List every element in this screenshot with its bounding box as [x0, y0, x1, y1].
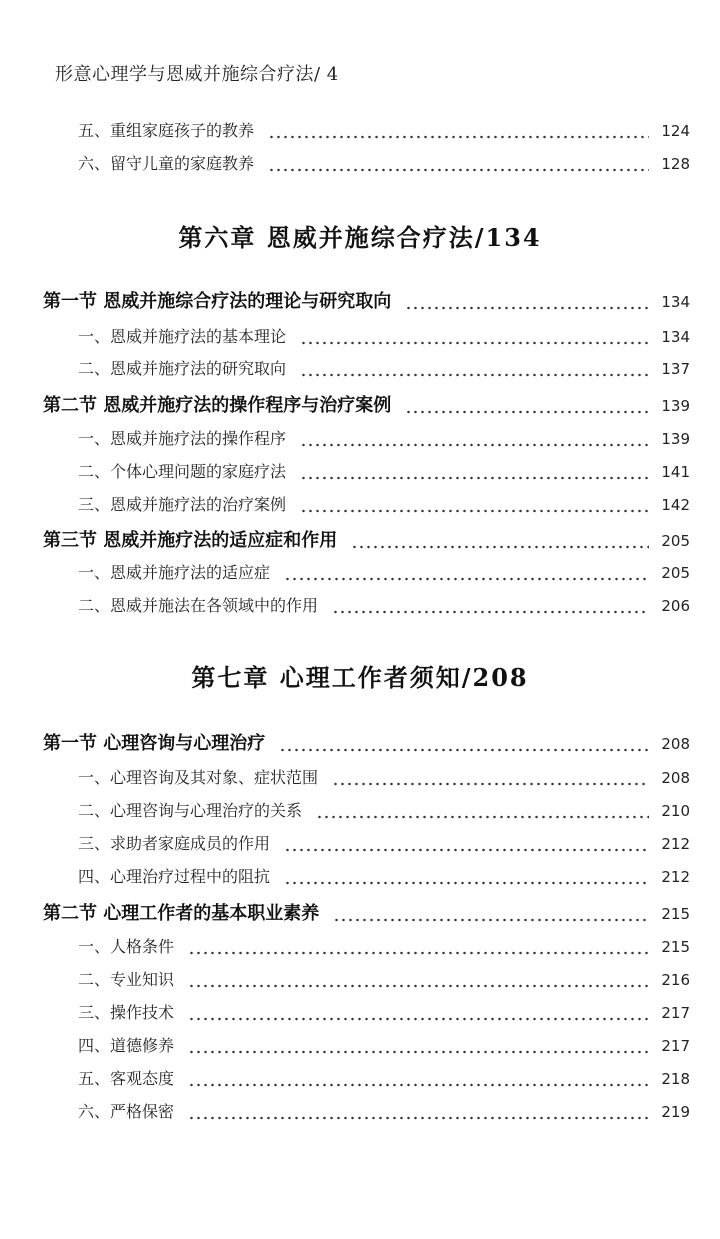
toc-subsection-row[interactable] — [0, 321, 720, 353]
dot-leader — [300, 341, 649, 345]
toc-entry-label: 第一节 心理咨询与心理治疗 — [43, 733, 266, 754]
dot-leader — [188, 1017, 649, 1021]
dot-leader — [188, 1116, 649, 1120]
dot-leader — [405, 306, 649, 310]
dot-leader — [300, 373, 649, 377]
toc-page-number: 219 — [661, 1103, 690, 1121]
toc-page-number: 124 — [661, 122, 690, 140]
dot-leader — [405, 410, 649, 414]
toc-page-number: 142 — [661, 496, 690, 514]
toc-page-number: 205 — [661, 532, 690, 550]
toc-page-number: 208 — [661, 769, 690, 787]
toc-subsection-row[interactable] — [0, 1030, 720, 1062]
toc-entry-label: 二、恩威并施疗法的研究取向 — [78, 359, 287, 378]
dot-leader — [188, 984, 649, 988]
toc-page-number: 134 — [661, 293, 690, 311]
toc-entry-label: 六、严格保密 — [78, 1102, 175, 1121]
toc-entry-label: 第三节 恩威并施疗法的适应症和作用 — [43, 530, 338, 551]
toc-page-number: 210 — [661, 802, 690, 820]
dot-leader — [333, 918, 649, 922]
dot-leader — [284, 848, 649, 852]
toc-page-number: 139 — [661, 430, 690, 448]
toc-entry-label: 二、个体心理问题的家庭疗法 — [78, 462, 287, 481]
chapter-heading: 第七章 心理工作者须知/208 — [191, 663, 529, 692]
toc-subsection-row[interactable] — [0, 590, 720, 622]
toc-entry-label: 三、恩威并施疗法的治疗案例 — [78, 495, 287, 514]
toc-entry-label: 一、人格条件 — [78, 937, 175, 956]
toc-page-number: 134 — [661, 328, 690, 346]
toc-entry-label: 四、心理治疗过程中的阻抗 — [78, 867, 271, 886]
toc-entry-label: 一、恩威并施疗法的操作程序 — [78, 429, 287, 448]
toc-page-number: 216 — [661, 971, 690, 989]
toc-entry-label: 二、心理咨询与心理治疗的关系 — [78, 801, 303, 820]
toc-subsection-row[interactable] — [0, 828, 720, 860]
dot-leader — [188, 1050, 649, 1054]
toc-subsection-row[interactable] — [0, 456, 720, 488]
toc-page-number: 141 — [661, 463, 690, 481]
toc-entry-label: 六、留守儿童的家庭教养 — [78, 154, 255, 173]
dot-leader — [279, 748, 649, 752]
toc-page-number: 208 — [661, 735, 690, 753]
toc-subsection-row[interactable] — [0, 861, 720, 893]
toc-page-number: 212 — [661, 835, 690, 853]
dot-leader — [300, 476, 649, 480]
toc-entry-label: 五、客观态度 — [78, 1069, 175, 1088]
toc-subsection-row[interactable] — [0, 115, 720, 147]
dot-leader — [332, 782, 649, 786]
toc-page-number: 212 — [661, 868, 690, 886]
toc-entry-label: 一、恩威并施疗法的基本理论 — [78, 327, 287, 346]
toc-section-row[interactable] — [0, 525, 720, 557]
toc-entry-label: 三、操作技术 — [78, 1003, 175, 1022]
toc-entry-label: 二、恩威并施法在各领域中的作用 — [78, 596, 319, 615]
toc-subsection-row[interactable] — [0, 557, 720, 589]
dot-leader — [268, 168, 649, 172]
toc-section-row[interactable] — [0, 898, 720, 930]
dot-leader — [316, 815, 649, 819]
toc-section-row[interactable] — [0, 728, 720, 760]
toc-entry-label: 一、恩威并施疗法的适应症 — [78, 563, 271, 582]
toc-subsection-row[interactable] — [0, 964, 720, 996]
toc-entry-label: 四、道德修养 — [78, 1036, 175, 1055]
dot-leader — [300, 509, 649, 513]
toc-entry-label: 第二节 心理工作者的基本职业素养 — [43, 903, 320, 924]
toc-entry-label: 一、心理咨询及其对象、症状范围 — [78, 768, 319, 787]
toc-entry-label: 三、求助者家庭成员的作用 — [78, 834, 271, 853]
toc-page-number: 217 — [661, 1037, 690, 1055]
toc-entry-label: 第一节 恩威并施综合疗法的理论与研究取向 — [43, 291, 392, 312]
toc-subsection-row[interactable] — [0, 148, 720, 180]
toc-entry-label: 五、重组家庭孩子的教养 — [78, 121, 255, 140]
toc-subsection-row[interactable] — [0, 353, 720, 385]
dot-leader — [300, 443, 649, 447]
toc-page-number: 217 — [661, 1004, 690, 1022]
dot-leader — [284, 881, 649, 885]
dot-leader — [351, 545, 649, 549]
toc-page-number: 206 — [661, 597, 690, 615]
toc-subsection-row[interactable] — [0, 762, 720, 794]
toc-subsection-row[interactable] — [0, 1063, 720, 1095]
toc-page-number: 137 — [661, 360, 690, 378]
toc-subsection-row[interactable] — [0, 931, 720, 963]
toc-section-row[interactable] — [0, 286, 720, 318]
dot-leader — [188, 951, 649, 955]
dot-leader — [188, 1083, 649, 1087]
toc-page-number: 215 — [661, 905, 690, 923]
running-header: 形意心理学与恩威并施综合疗法/ 4 — [55, 64, 339, 85]
dot-leader — [284, 577, 649, 581]
toc-section-row[interactable] — [0, 390, 720, 422]
toc-page-number: 128 — [661, 155, 690, 173]
toc-subsection-row[interactable] — [0, 423, 720, 455]
toc-subsection-row[interactable] — [0, 795, 720, 827]
toc-page-number: 205 — [661, 564, 690, 582]
toc-entry-label: 第二节 恩威并施疗法的操作程序与治疗案例 — [43, 395, 392, 416]
toc-entry-label: 二、专业知识 — [78, 970, 175, 989]
toc-page-number: 218 — [661, 1070, 690, 1088]
chapter-heading: 第六章 恩威并施综合疗法/134 — [178, 223, 542, 252]
toc-page-number: 139 — [661, 397, 690, 415]
toc-subsection-row[interactable] — [0, 1096, 720, 1128]
toc-page-number: 215 — [661, 938, 690, 956]
dot-leader — [268, 135, 649, 139]
toc-subsection-row[interactable] — [0, 489, 720, 521]
dot-leader — [332, 610, 649, 614]
toc-subsection-row[interactable] — [0, 997, 720, 1029]
